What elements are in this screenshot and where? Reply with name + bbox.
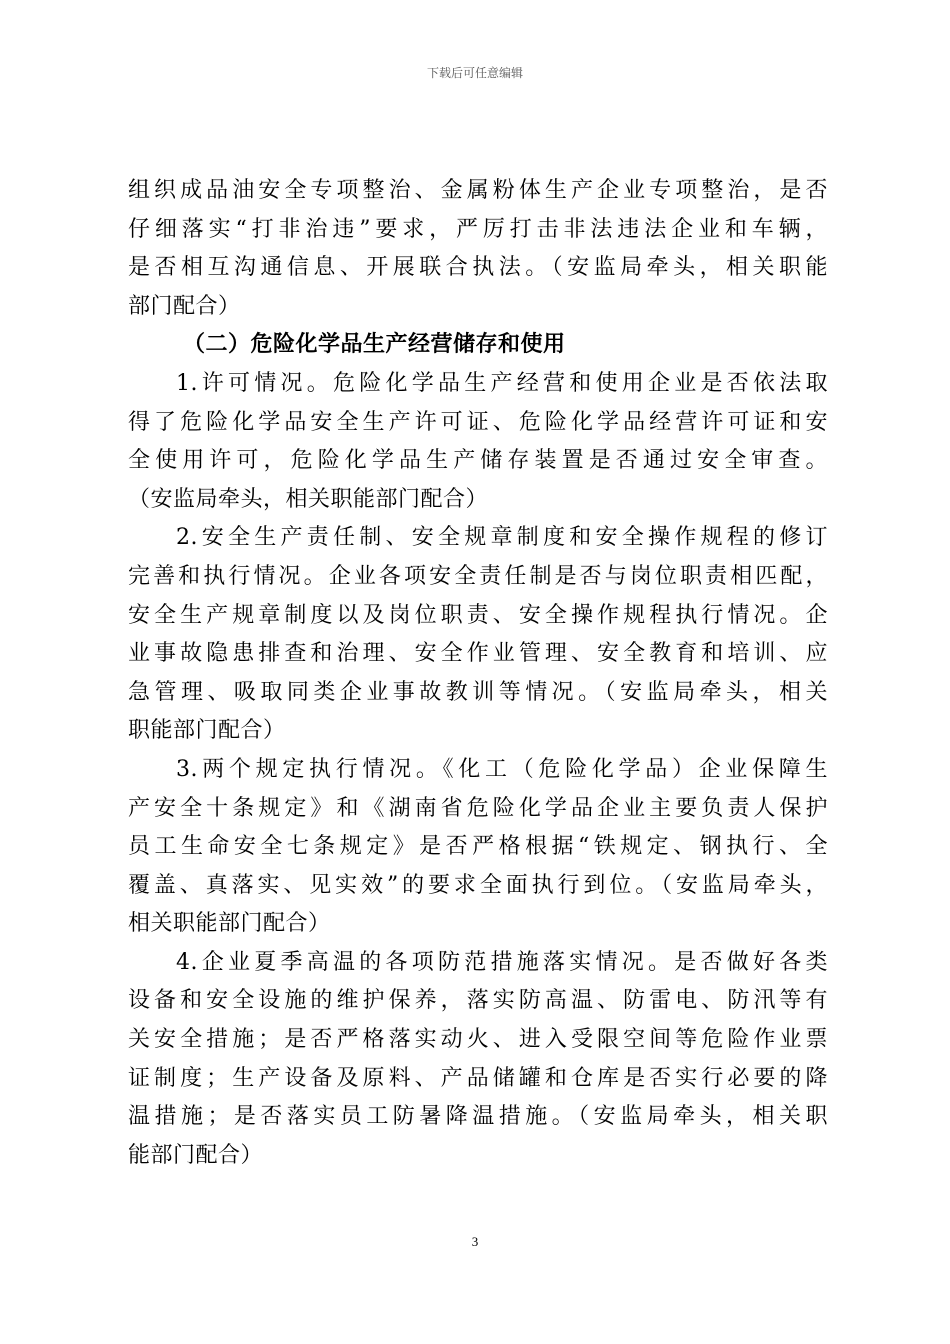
text-line: 3.两个规定执行情况。《化工（危险化学品）企业保障生 (176, 756, 828, 782)
text-line: 员工生命安全七条规定》是否严格根据“铁规定、钢执行、全 (128, 834, 828, 860)
text-line: 得了危险化学品安全生产许可证、危险化学品经营许可证和安 (128, 409, 828, 435)
text-line: 急管理、吸取同类企业事故教训等情况。（安监局牵头，相关 (128, 679, 828, 705)
text-line: 全使用许可，危险化学品生产储存装置是否通过安全审查。 (128, 448, 828, 474)
text-line: 安全生产规章制度以及岗位职责、安全操作规程执行情况。企 (128, 602, 828, 628)
text-line: 仔细落实“打非治违”要求，严厉打击非法违法企业和车辆， (128, 216, 828, 242)
text-line: （安监局牵头，相关职能部门配合） (128, 486, 489, 512)
text-line: 覆盖、真落实、见实效”的要求全面执行到位。（安监局牵头， (128, 872, 828, 898)
text-line: 是否相互沟通信息、开展联合执法。（安监局牵头，相关职能 (128, 255, 828, 281)
paragraph (128, 944, 828, 1176)
paragraph (128, 365, 828, 519)
paragraph (128, 172, 828, 326)
text-line: 设备和安全设施的维护保养，落实防高温、防雷电、防汛等有 (128, 988, 828, 1014)
text-line: 1.许可情况。危险化学品生产经营和使用企业是否依法取 (176, 370, 828, 396)
text-line: 2.安全生产责任制、安全规章制度和安全操作规程的修订 (176, 525, 828, 551)
text-line: 4.企业夏季高温的各项防范措施落实情况。是否做好各类 (176, 949, 828, 975)
text-line: 能部门配合） (128, 1142, 264, 1168)
page-number: 3 (471, 1234, 479, 1249)
document-body (128, 172, 828, 1175)
text-line: 温措施；是否落实员工防暑降温措施。（安监局牵头，相关职 (128, 1104, 828, 1130)
text-line: 完善和执行情况。企业各项安全责任制是否与岗位职责相匹配， (128, 563, 828, 589)
text-line: 产安全十条规定》和《湖南省危险化学品企业主要负责人保护 (128, 795, 828, 821)
text-line: 职能部门配合） (128, 718, 286, 744)
paragraph (128, 751, 828, 944)
text-line: 组织成品油安全专项整治、金属粉体生产企业专项整治，是否 (128, 178, 828, 203)
paragraph (128, 519, 828, 751)
text-line: 业事故隐患排查和治理、安全作业管理、安全教育和培训、应 (128, 641, 828, 667)
header-note: 下载后可任意编辑 (426, 66, 523, 80)
text-line: 证制度；生产设备及原料、产品储罐和仓库是否实行必要的降 (128, 1065, 828, 1091)
text-line: 部门配合） (128, 293, 241, 319)
text-line: 相关职能部门配合） (128, 911, 331, 937)
section-heading: （二）危险化学品生产经营储存和使用 (183, 332, 566, 358)
text-line: 关安全措施；是否严格落实动火、进入受限空间等危险作业票 (128, 1027, 828, 1053)
